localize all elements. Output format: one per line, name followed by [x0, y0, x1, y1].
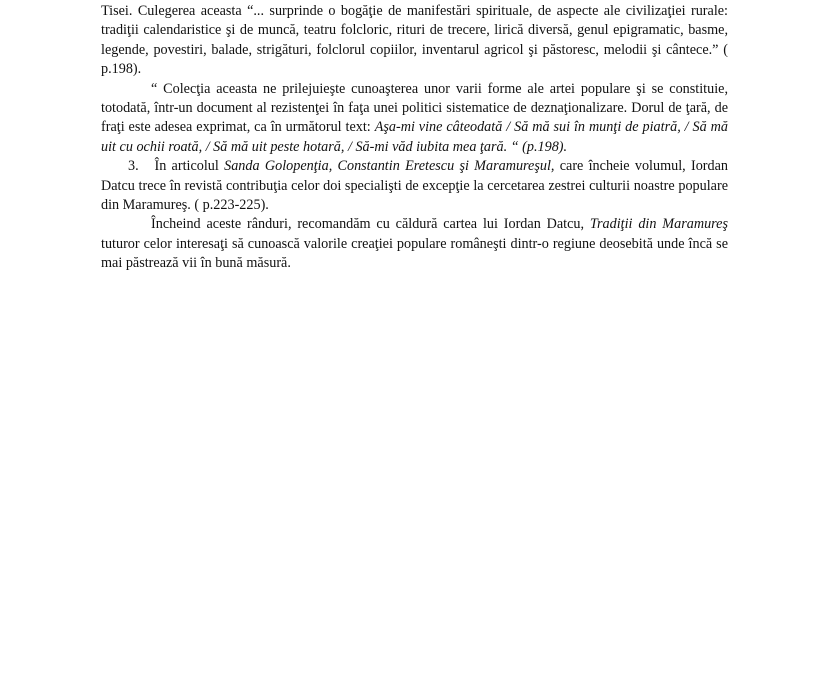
- paragraph-collection-quote: [101, 80, 728, 158]
- paragraph-conclusion: [101, 215, 728, 273]
- paragraph-text: Tisei. Culegerea aceasta “... surprinde o bogăţie de manifestări spirituale, de aspecte ale civilizaţiei rurale: tradiţii calendaristice şi de muncă, teatru folcloric, rituri de trecere, lirică diversă, genul epigramatic, basme, legende, povestiri, balade, strigături, folclorul copiilor, inventarul agricol şi păstoresc, melodii şi cântece.” ( p.198).: [101, 3, 728, 78]
- book-title: Tradiţii din Maramureş: [589, 216, 728, 233]
- document-page: [101, 2, 728, 274]
- paragraph-collection-description: [101, 2, 728, 80]
- item-number: 3.: [128, 158, 139, 175]
- paragraph-numbered-article: [101, 157, 728, 215]
- paragraph-text: În articolul: [154, 158, 225, 175]
- paragraph-text: care încheie volumul, Iordan Datcu trece în revistă contribuţia celor doi specialişti de excepţie la cercetarea zestrei culturii noastre populare din Maramureş. ( p.223-225).: [101, 158, 728, 214]
- paragraph-text: tuturor celor interesaţi să cunoască valorile creaţiei populare româneşti dintr-o regiune deosebită unde încă se mai păstrează vii în bună măsură.: [101, 235, 728, 272]
- article-title: Sanda Golopenţia, Constantin Eretescu şi Maramureşul,: [224, 158, 555, 175]
- folk-poem-quote: Aşa-mi vine câteodată / Să mă sui în munţi de piatră, / Să mă uit cu ochii roată, / Să mă uit peste hotară, / Să-mi văd iubita mea ţară. “ (p.198).: [101, 119, 728, 155]
- paragraph-text: Încheind aceste rânduri, recomandăm cu căldură cartea lui Iordan Datcu,: [151, 216, 590, 233]
- paragraph-text: “ Colecţia aceasta ne prilejuieşte cunoaşterea unor varii forme ale artei populare şi se constituie, totodată, într-un document al rezistenţei în faţa unei politici sistematice de deznaţionalizare. Dorul de ţară, de fraţi este adesea exprimat, ca în următorul text:: [101, 80, 728, 136]
